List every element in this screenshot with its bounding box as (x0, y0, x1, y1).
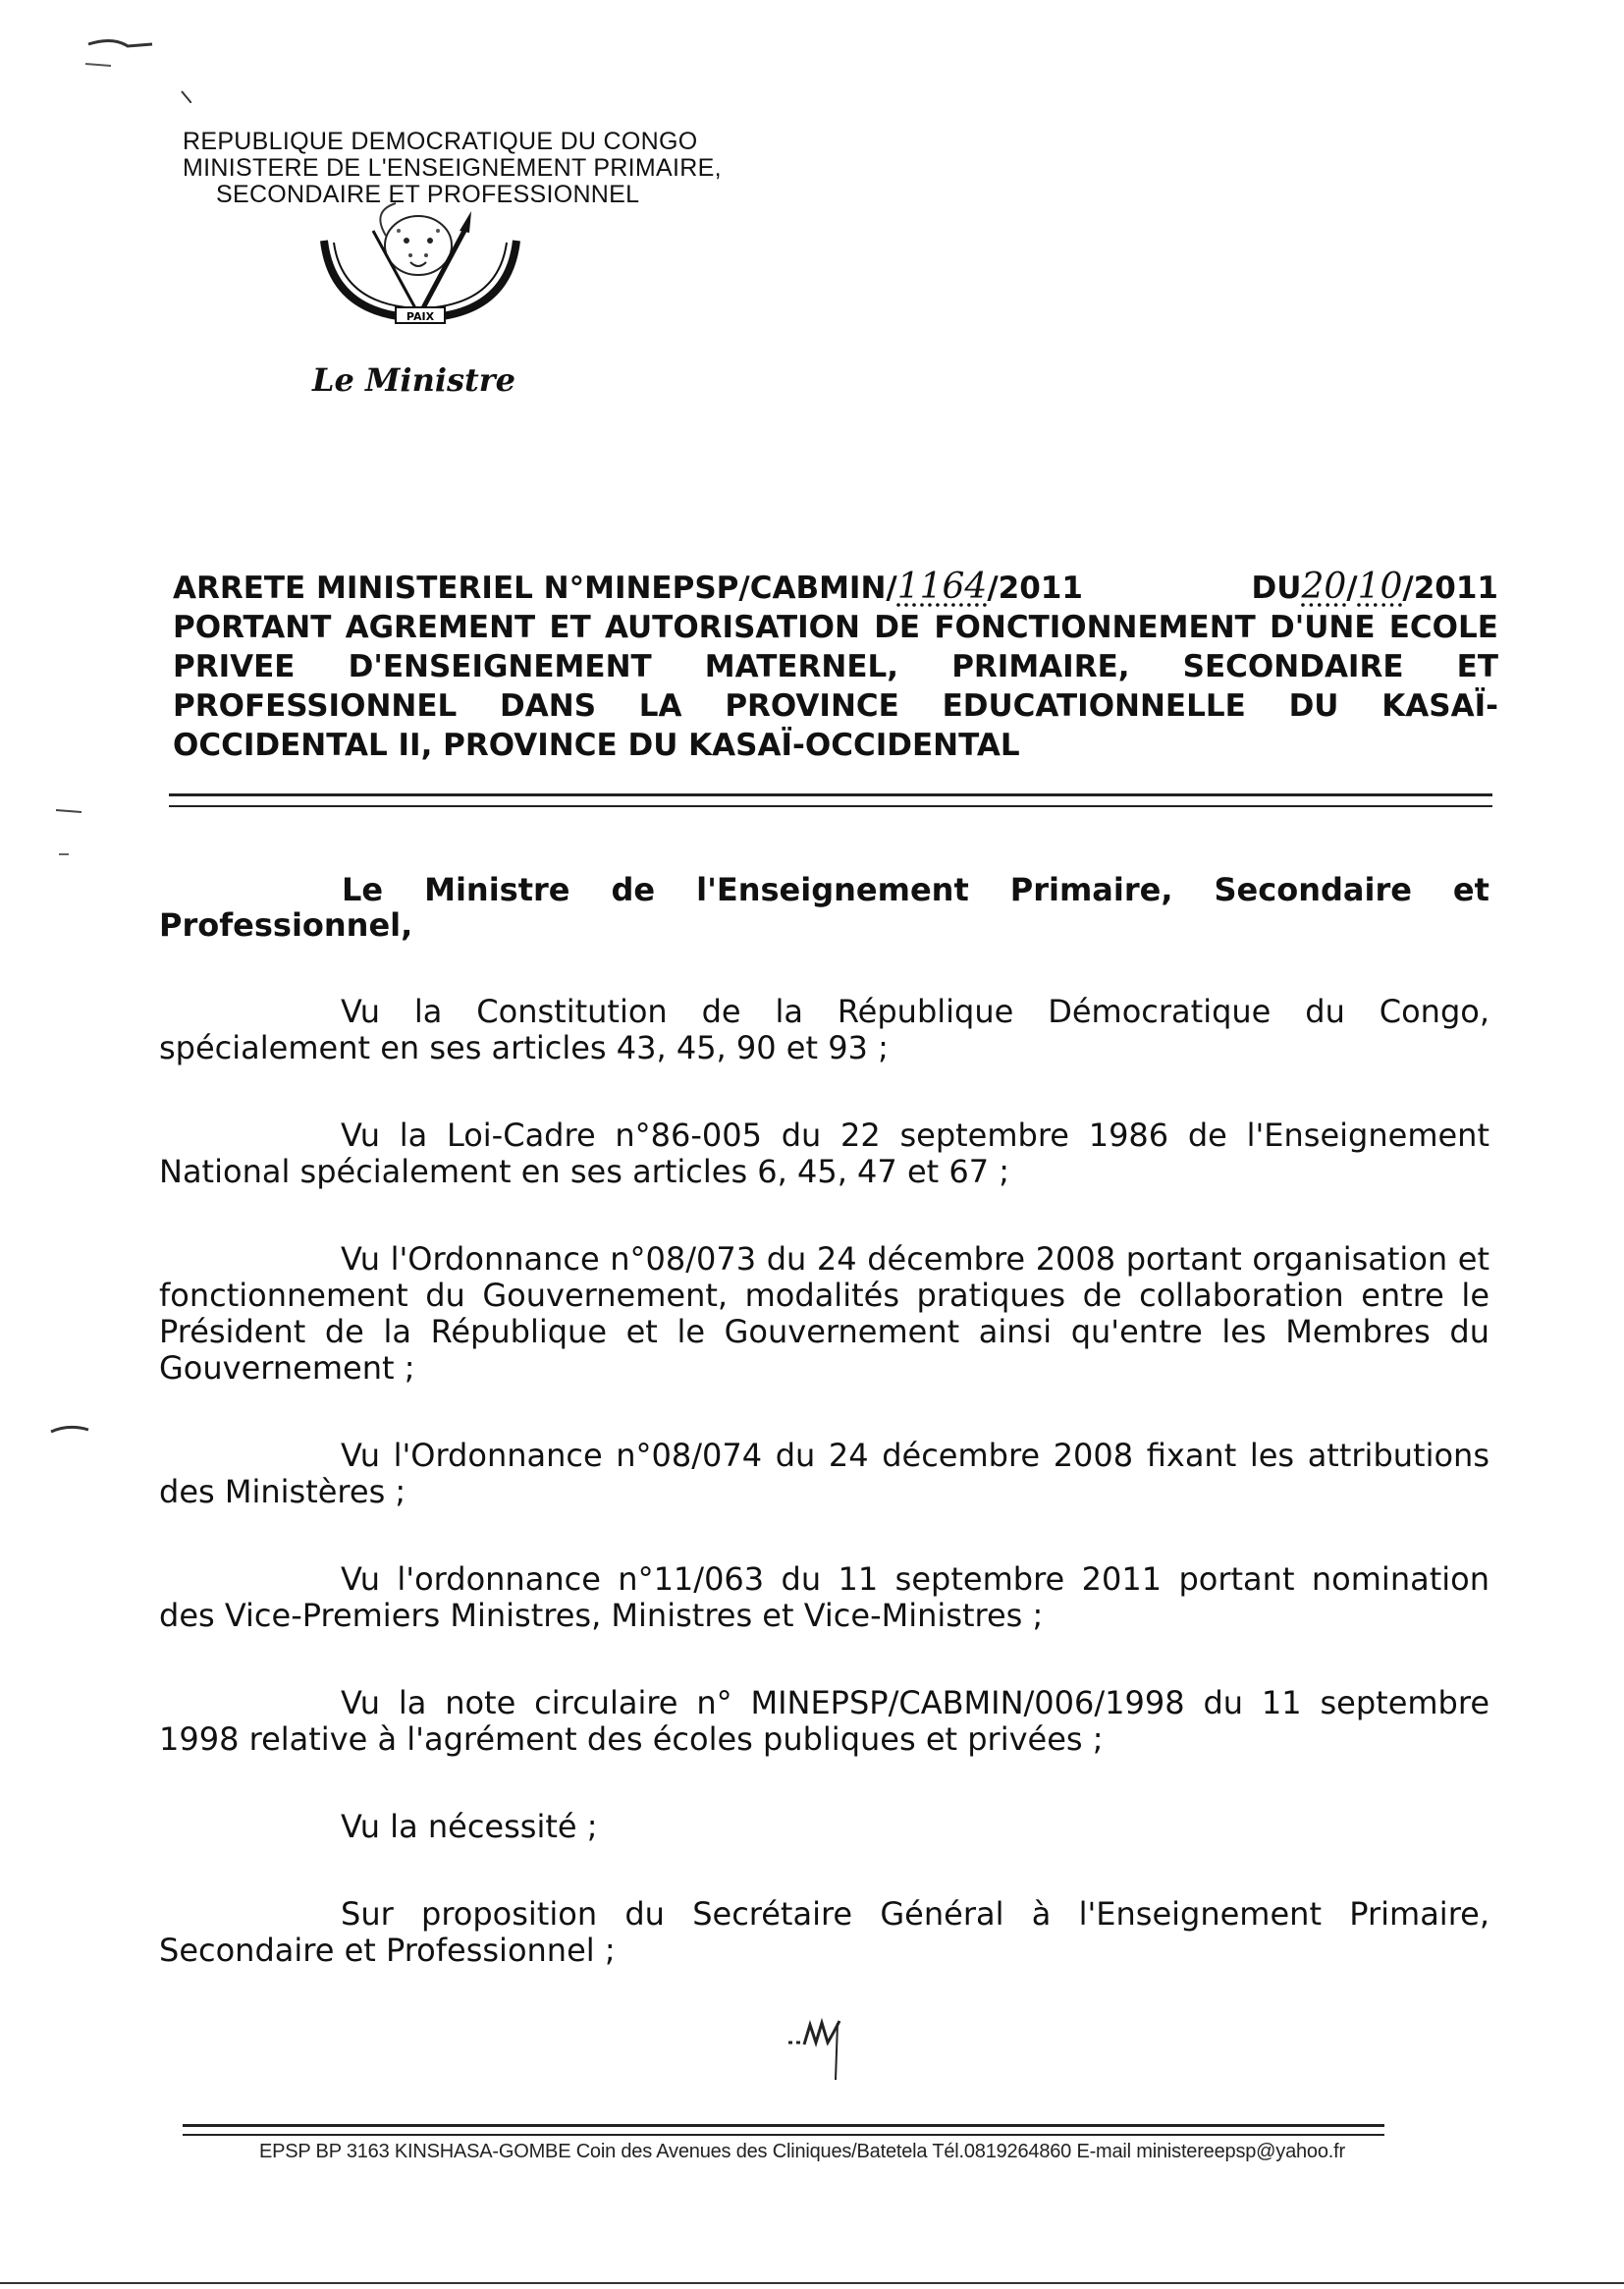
scan-mark (54, 800, 93, 859)
word: ECOLE (1388, 610, 1498, 645)
decree-body (159, 872, 1489, 1969)
word: Secondaire (1214, 871, 1412, 908)
emblem-motto: PAIX (406, 310, 435, 323)
intro-minister (159, 872, 1489, 943)
ministry-name-continued: SECONDAIRE ET PROFESSIONNEL (216, 181, 640, 208)
word: et (1452, 871, 1489, 908)
date-separator: / (1346, 571, 1358, 606)
page-bottom-border (0, 2282, 1624, 2284)
ministry-name: MINISTERE DE L'ENSEIGNEMENT PRIMAIRE, (183, 154, 722, 182)
minister-title: Le Ministre (312, 361, 516, 399)
country-name: REPUBLIQUE DEMOCRATIQUE DU CONGO (183, 128, 698, 155)
paragraph (159, 1241, 1489, 1387)
word: FONCTIONNEMENT (934, 610, 1256, 645)
word: DU (1288, 688, 1339, 724)
decree-date-year: /2011 (1402, 571, 1498, 606)
decree-title-line (173, 608, 1498, 647)
word: LA (638, 688, 682, 724)
paragraph-text: Vu l'Ordonnance n°08/073 du 24 décembre 2008 portant organisation et fonctionnement du Gouvernement, modalités pratiques de collaboration entre le Président de la République et le Gouvernement ainsi qu'entre les Membres du Gouvernement ; (159, 1240, 1489, 1387)
decree-date-label: DU (1251, 571, 1302, 606)
paragraph-text: Sur proposition du Secrétaire Général à l'Enseignement Primaire, Secondaire et Professionnel ; (159, 1895, 1489, 1969)
paragraph (159, 1117, 1489, 1190)
paragraph-text: Vu l'ordonnance n°11/063 du 11 septembre 2011 portant nomination des Vice-Premiers Ministres, Ministres et Vice-Ministres ; (159, 1560, 1489, 1634)
intro-line-2: Professionnel, (159, 906, 413, 944)
word: PRIVEE (173, 649, 296, 684)
decree-month: 10 (1357, 567, 1403, 607)
paragraph-text: Vu l'Ordonnance n°08/074 du 24 décembre 2008 fixant les attributions des Ministères ; (159, 1437, 1489, 1510)
paragraph (159, 1685, 1489, 1758)
word: Le (342, 871, 384, 908)
decree-number: 1164 (896, 567, 988, 607)
word: PROFESSIONNEL (173, 688, 458, 724)
paragraph (159, 1896, 1489, 1969)
paragraph-text: Vu la note circulaire n° MINEPSP/CABMIN/006/1998 du 11 septembre 1998 relative à l'agrément des écoles publiques et privées ; (159, 1684, 1489, 1758)
word: DE (874, 610, 921, 645)
word: D'UNE (1270, 610, 1376, 645)
word: AGREMENT (345, 610, 536, 645)
word: PRIMAIRE, (951, 649, 1130, 684)
footer-divider (183, 2124, 1384, 2136)
title-divider (169, 793, 1492, 807)
decree-title-line (173, 568, 1498, 608)
word: KASAÏ- (1381, 688, 1498, 724)
paragraph (159, 994, 1489, 1066)
decree-title-end: OCCIDENTAL II, PROVINCE DU KASAÏ-OCCIDENTAL (173, 728, 1020, 763)
decree-title-line (173, 726, 1498, 765)
word: Primaire, (1009, 871, 1173, 908)
word: ET (549, 610, 591, 645)
decree-year: /2011 (987, 571, 1083, 606)
footer-address: EPSP BP 3163 KINSHASA-GOMBE Coin des Avenues des Cliniques/Batetela Tél.0819264860 E-mail ministereepsp@yahoo.fr (259, 2141, 1345, 2162)
word: l'Enseignement (696, 871, 969, 908)
word: PROVINCE (725, 688, 899, 724)
word: de (611, 871, 656, 908)
word: PORTANT (173, 610, 332, 645)
decree-title-line (173, 686, 1498, 726)
word: Ministre (424, 871, 570, 908)
word: DANS (500, 688, 597, 724)
decree-day: 20 (1301, 567, 1347, 607)
handwritten-initials (781, 2003, 859, 2082)
coat-of-arms-emblem (312, 201, 528, 339)
paragraph-text: Vu la Constitution de la République Démocratique du Congo, spécialement en ses articles 43, 45, 90 et 93 ; (159, 993, 1489, 1066)
word: AUTORISATION (604, 610, 860, 645)
paragraph (159, 1809, 1489, 1845)
decree-title-line (173, 647, 1498, 686)
paragraph-text: Vu la nécessité ; (341, 1808, 598, 1845)
word: MATERNEL, (704, 649, 899, 684)
word: ET (1456, 649, 1498, 684)
decree-title (173, 568, 1498, 765)
scan-mark (49, 1422, 93, 1442)
header (183, 129, 752, 208)
scan-mark (83, 25, 191, 103)
paragraph (159, 1561, 1489, 1634)
word: SECONDAIRE (1182, 649, 1404, 684)
paragraph-text: Vu la Loi-Cadre n°86-005 du 22 septembre 1986 de l'Enseignement National spécialement en ses articles 6, 45, 47 et 67 ; (159, 1117, 1489, 1190)
word: D'ENSEIGNEMENT (348, 649, 652, 684)
decree-prefix: ARRETE MINISTERIEL N°MINEPSP/CABMIN/ (173, 571, 897, 606)
paragraph (159, 1438, 1489, 1510)
word: EDUCATIONNELLE (942, 688, 1246, 724)
